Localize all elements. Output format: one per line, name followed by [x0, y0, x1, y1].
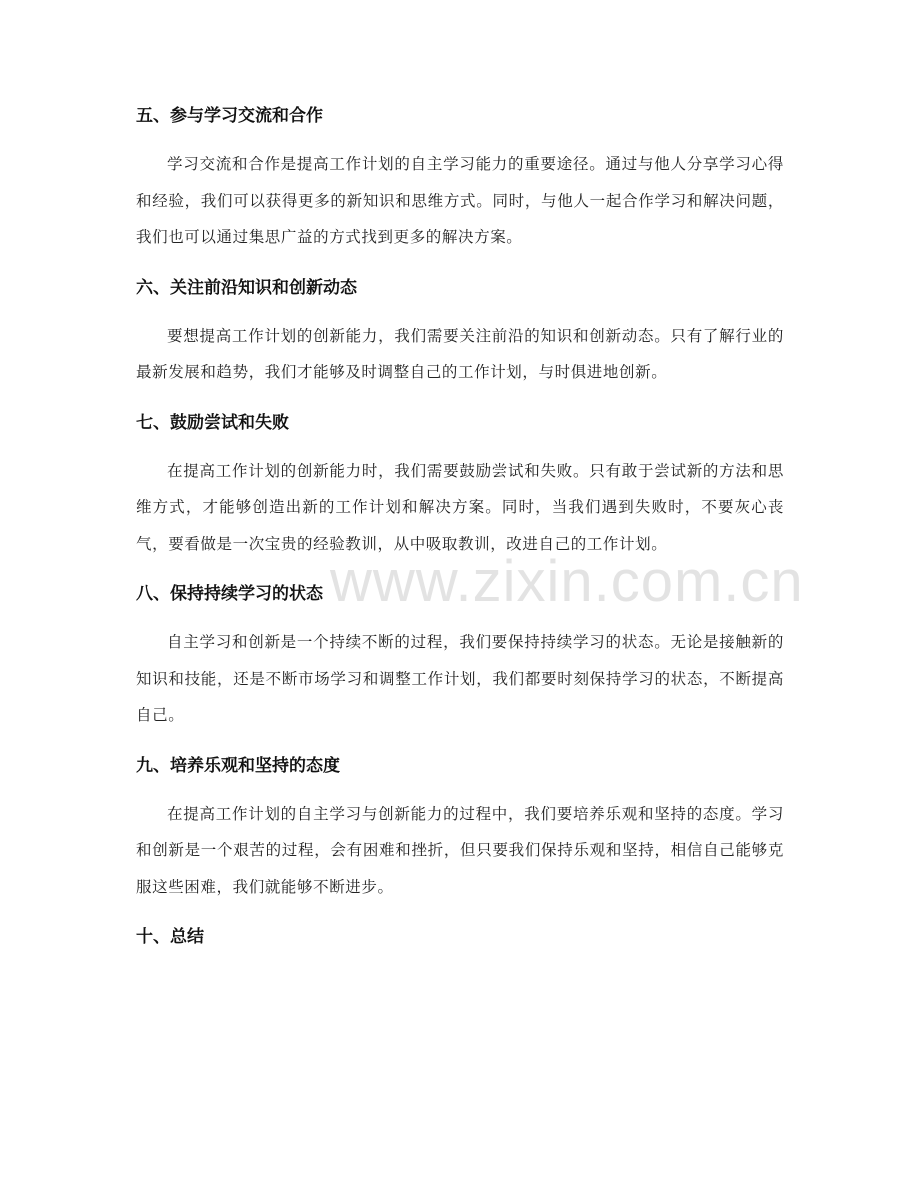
section-paragraph: 在提高工作计划的创新能力时，我们需要鼓励尝试和失败。只有敢于尝试新的方法和思维方式，才能够创造出新的工作计划和解决方案。同时，当我们遇到失败时，不要灰心丧气，要看做是一次宝贵的经验教训，从中吸取教训，改进自己的工作计划。 [136, 461, 784, 553]
section-7 [136, 411, 784, 563]
section-8 [136, 582, 784, 734]
section-paragraph: 自主学习和创新是一个持续不断的过程，我们要保持持续学习的状态。无论是接触新的知识和技能，还是不断市场学习和调整工作计划，我们都要时刻保持学习的状态，不断提高自己。 [136, 633, 784, 724]
watermark: www.zixin.com.cn [330, 549, 804, 614]
section-heading: 七、鼓励尝试和失败 [136, 412, 289, 433]
section-paragraph: 在提高工作计划的自主学习与创新能力的过程中，我们要培养乐观和坚持的态度。学习和创新是一个艰苦的过程，会有困难和挫折，但只要我们保持乐观和坚持，相信自己能够克服这些困难，我们就能够不断进步。 [136, 804, 784, 896]
section-5 [136, 104, 784, 256]
section-heading: 九、培养乐观和坚持的态度 [136, 755, 340, 776]
section-heading: 十、总结 [136, 927, 204, 947]
section-9 [136, 754, 784, 906]
section-paragraph: 要想提高工作计划的创新能力，我们需要关注前沿的知识和创新动态。只有了解行业的最新发展和趋势，我们才能够及时调整自己的工作计划，与时俱进地创新。 [136, 326, 784, 381]
section-10 [136, 925, 784, 949]
section-heading: 六、关注前沿知识和创新动态 [136, 277, 357, 298]
section-heading: 八、保持持续学习的状态 [136, 584, 323, 604]
section-6 [136, 276, 784, 391]
section-paragraph: 学习交流和合作是提高工作计划的自主学习能力的重要途径。通过与他人分享学习心得和经验，我们可以获得更多的新知识和思维方式。同时，与他人一起合作学习和解决问题，我们也可以通过集思广益的方式找到更多的解决方案。 [136, 155, 784, 246]
section-heading: 五、参与学习交流和合作 [136, 106, 323, 126]
document-content [136, 104, 784, 969]
